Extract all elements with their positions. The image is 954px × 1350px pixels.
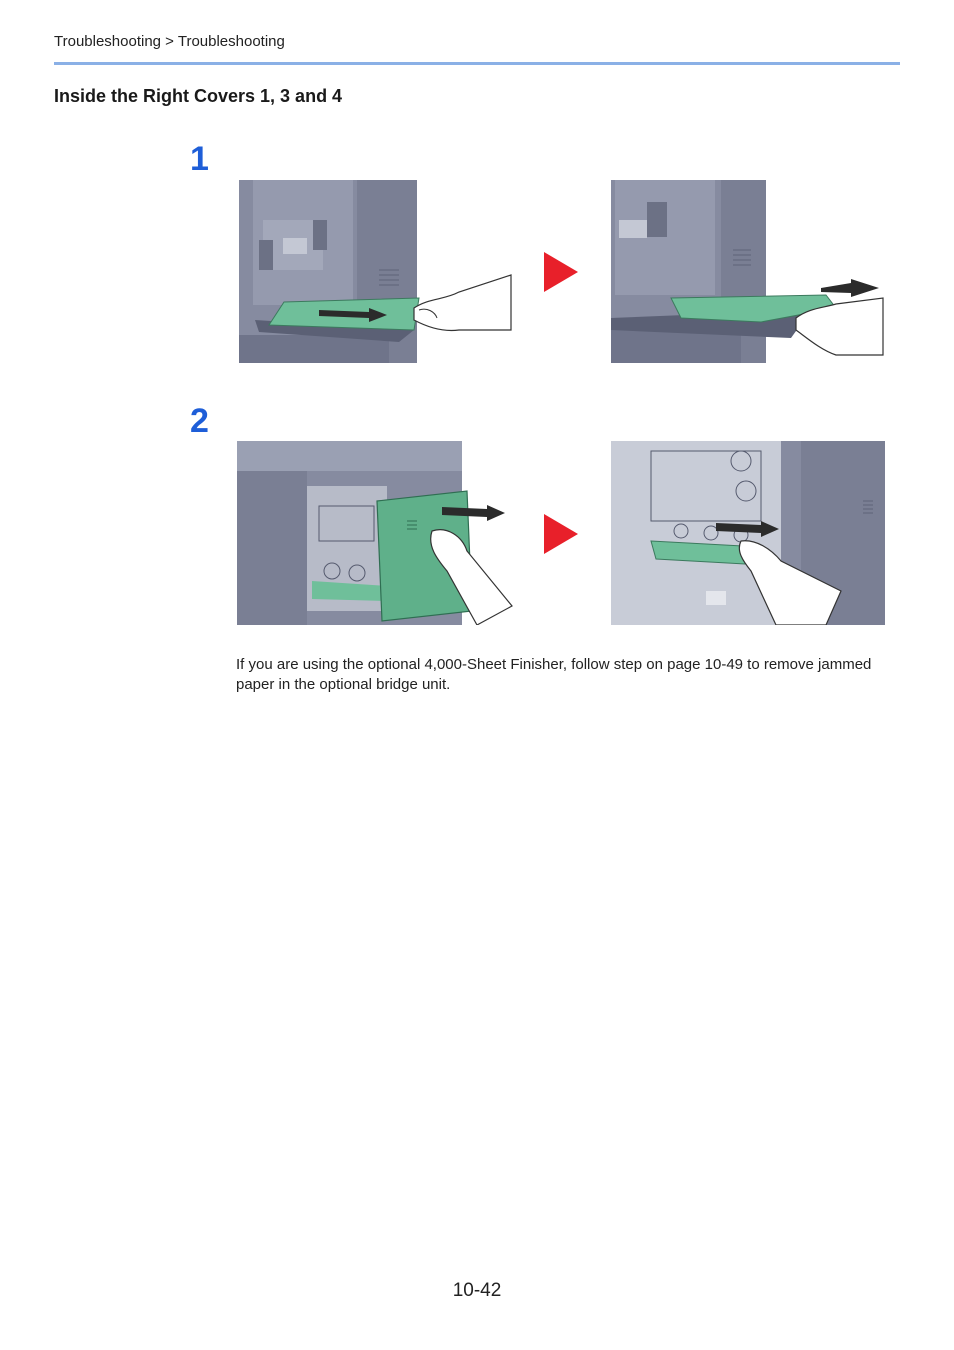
breadcrumb[interactable]: Troubleshooting > Troubleshooting (54, 33, 285, 50)
step-2-illustration-open-cover (237, 441, 513, 625)
page-number: 10-42 (452, 1280, 502, 1301)
step-2-number: 2 (190, 402, 209, 440)
step-2-next-arrow (544, 514, 578, 554)
step-1-number: 1 (190, 140, 209, 178)
step-2-illustration-remove-jam (611, 441, 885, 625)
step-1-next-arrow (544, 252, 578, 292)
finisher-note: If you are using the optional 4,000-Sheet Finisher, follow step on page 10-49 to remove jammed paper in the optional bridge unit. (236, 656, 872, 693)
section-title: Inside the Right Covers 1, 3 and 4 (54, 86, 343, 106)
step-1-illustration-close-tray (611, 180, 886, 363)
header-divider (54, 62, 900, 65)
step-1-illustration-remove-paper (239, 180, 514, 363)
